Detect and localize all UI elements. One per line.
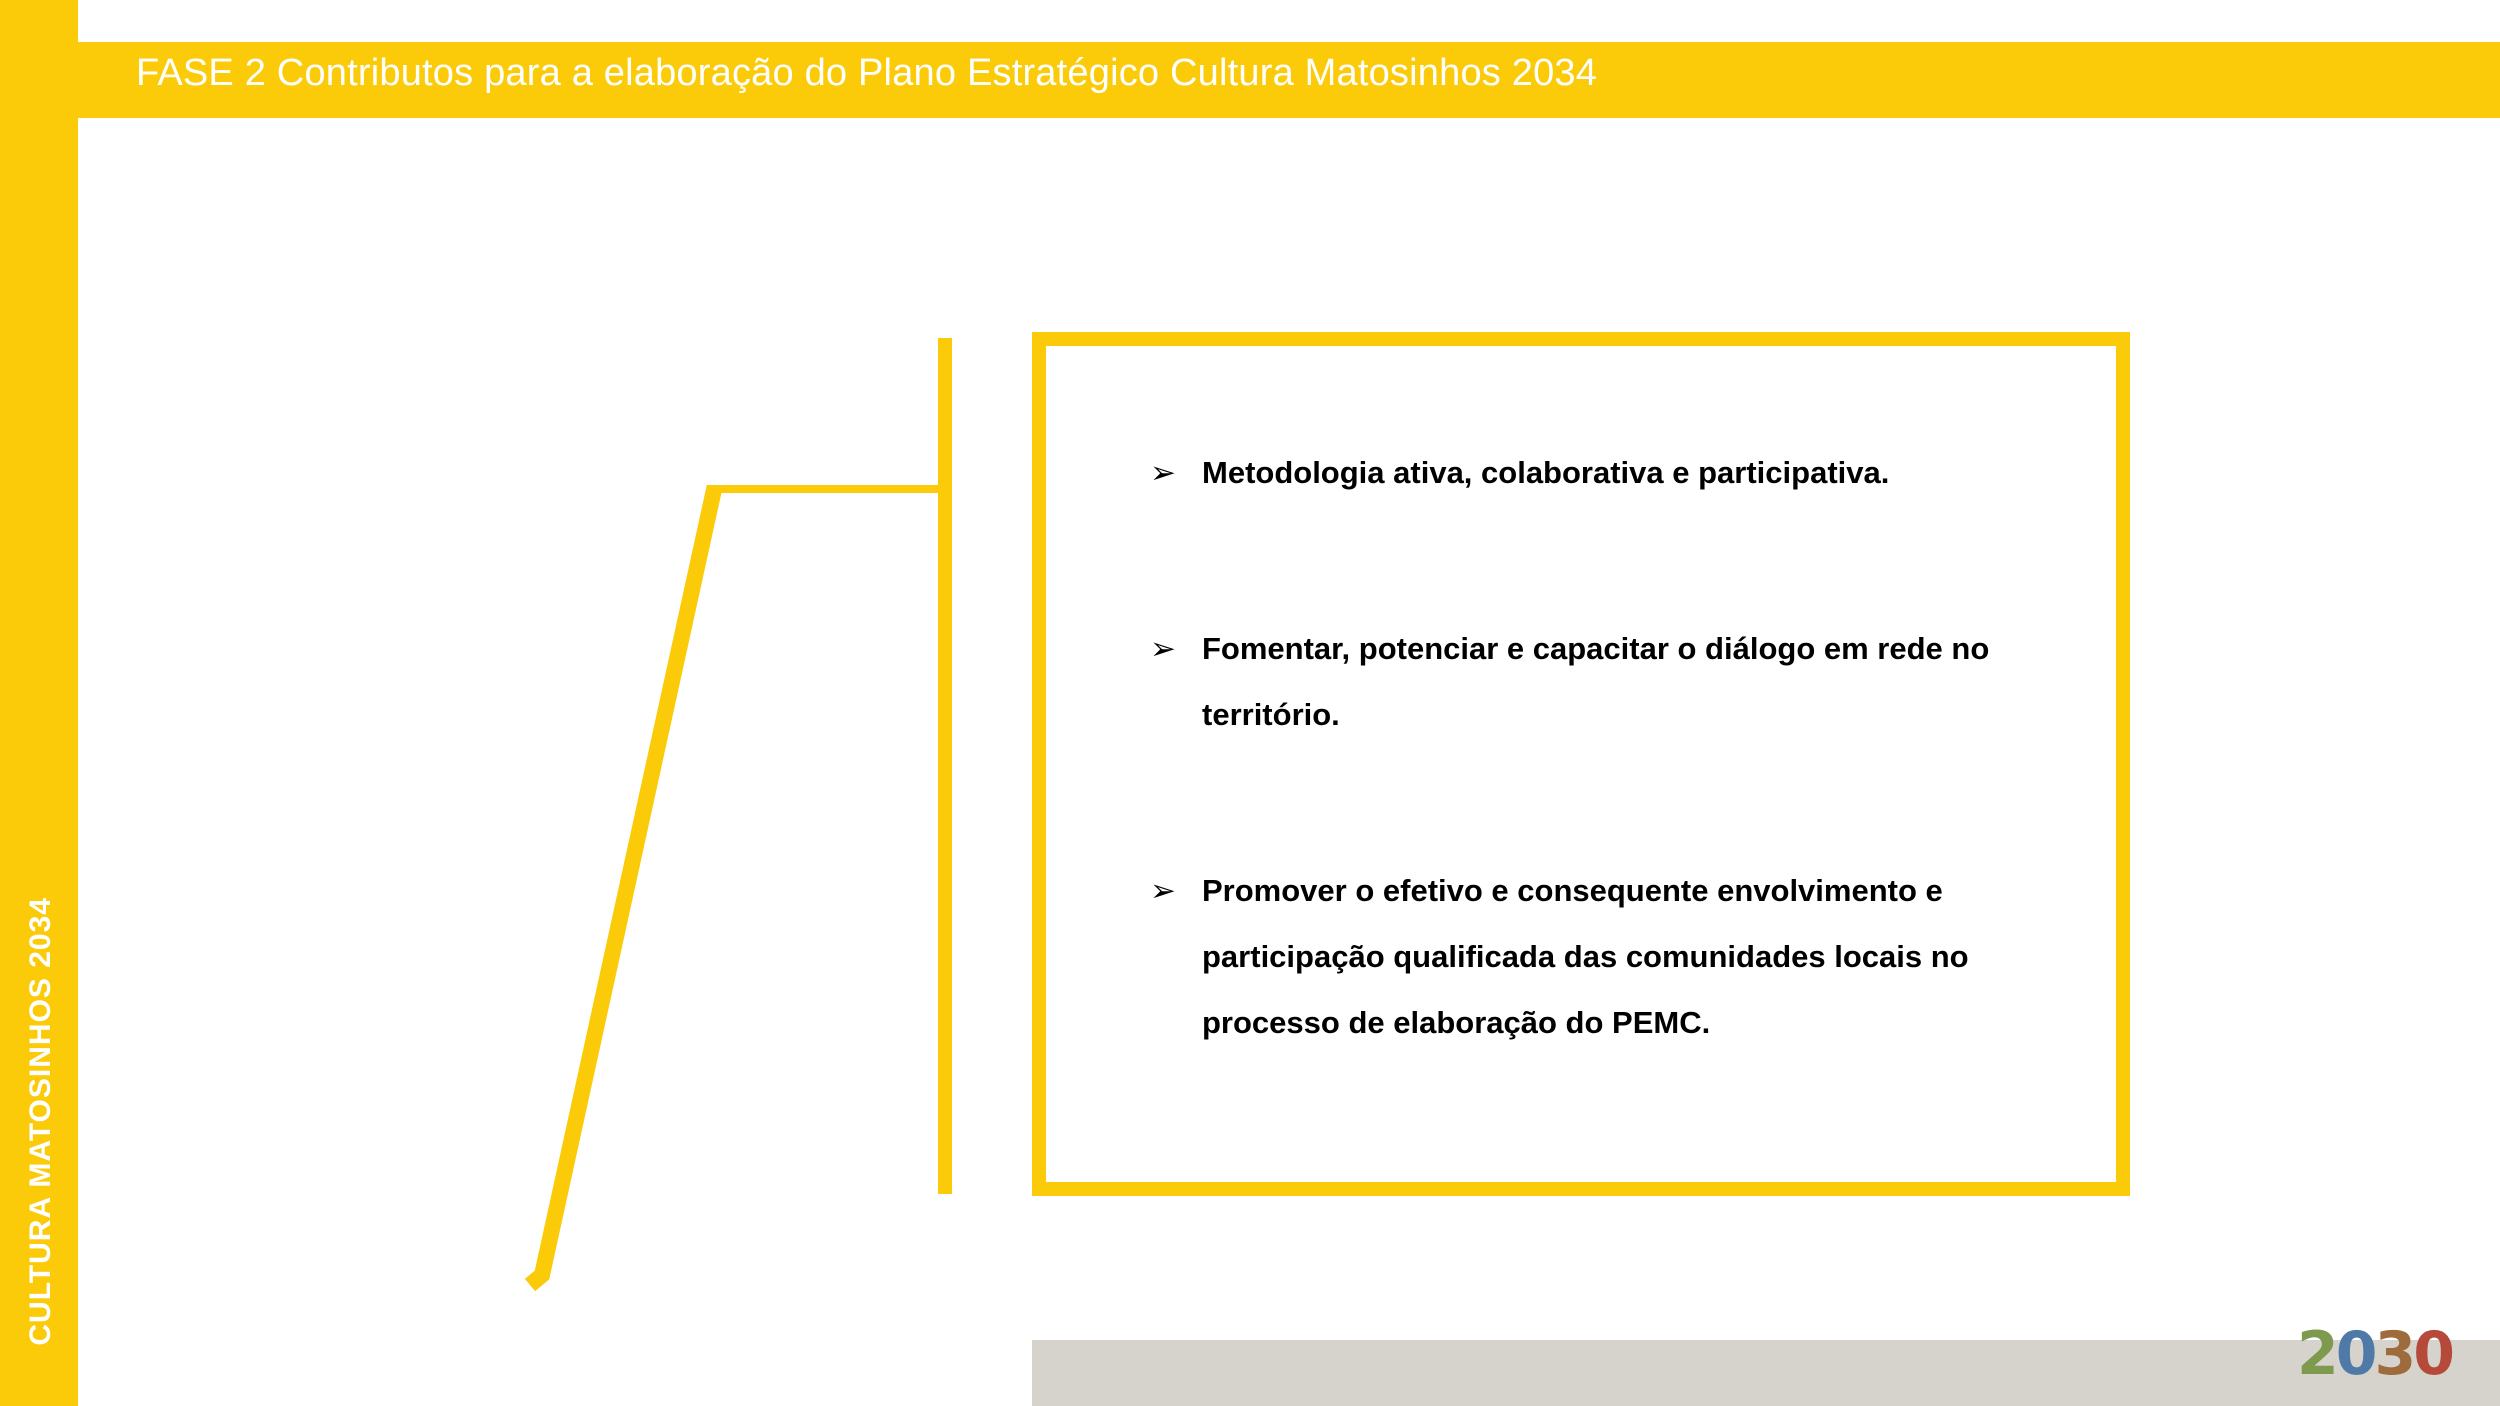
list-item (1150, 858, 2070, 1056)
logo-digit: 0 (2335, 1319, 2375, 1389)
list-item-text: Promover o efetivo e consequente envolvimento e participação qualificada das comunidades locais no processo de elaboração do PEMC. (1202, 873, 1969, 1040)
page-title: FASE 2 Contributos para a elaboração do Plano Estratégico Cultura Matosinhos 2034 (136, 52, 1598, 94)
arrow-bullet-icon: ➢ (1150, 631, 1176, 667)
logo-digit: 2 (2297, 1319, 2336, 1389)
decorative-vertical-line (938, 338, 952, 1194)
list-item-text: Fomentar, potenciar e capacitar o diálogo em rede no território. (1202, 631, 1990, 732)
bottom-strip (1032, 1340, 2500, 1406)
logo-digit: 0 (2413, 1319, 2452, 1389)
arrow-bullet-icon: ➢ (1150, 455, 1176, 491)
logo (2297, 1319, 2452, 1389)
list-item-text: Metodologia ativa, colaborativa e participativa. (1202, 455, 1890, 490)
bullet-list (1150, 440, 2070, 1056)
left-accent-band (0, 0, 78, 1406)
arrow-bullet-icon: ➢ (1150, 873, 1176, 909)
list-item (1150, 440, 2070, 506)
decorative-diagonal-line (520, 485, 950, 1295)
list-item (1150, 616, 2070, 748)
side-label: CULTURA MATOSINHOS 2034 (24, 897, 57, 1346)
logo-digit: 3 (2374, 1319, 2414, 1389)
